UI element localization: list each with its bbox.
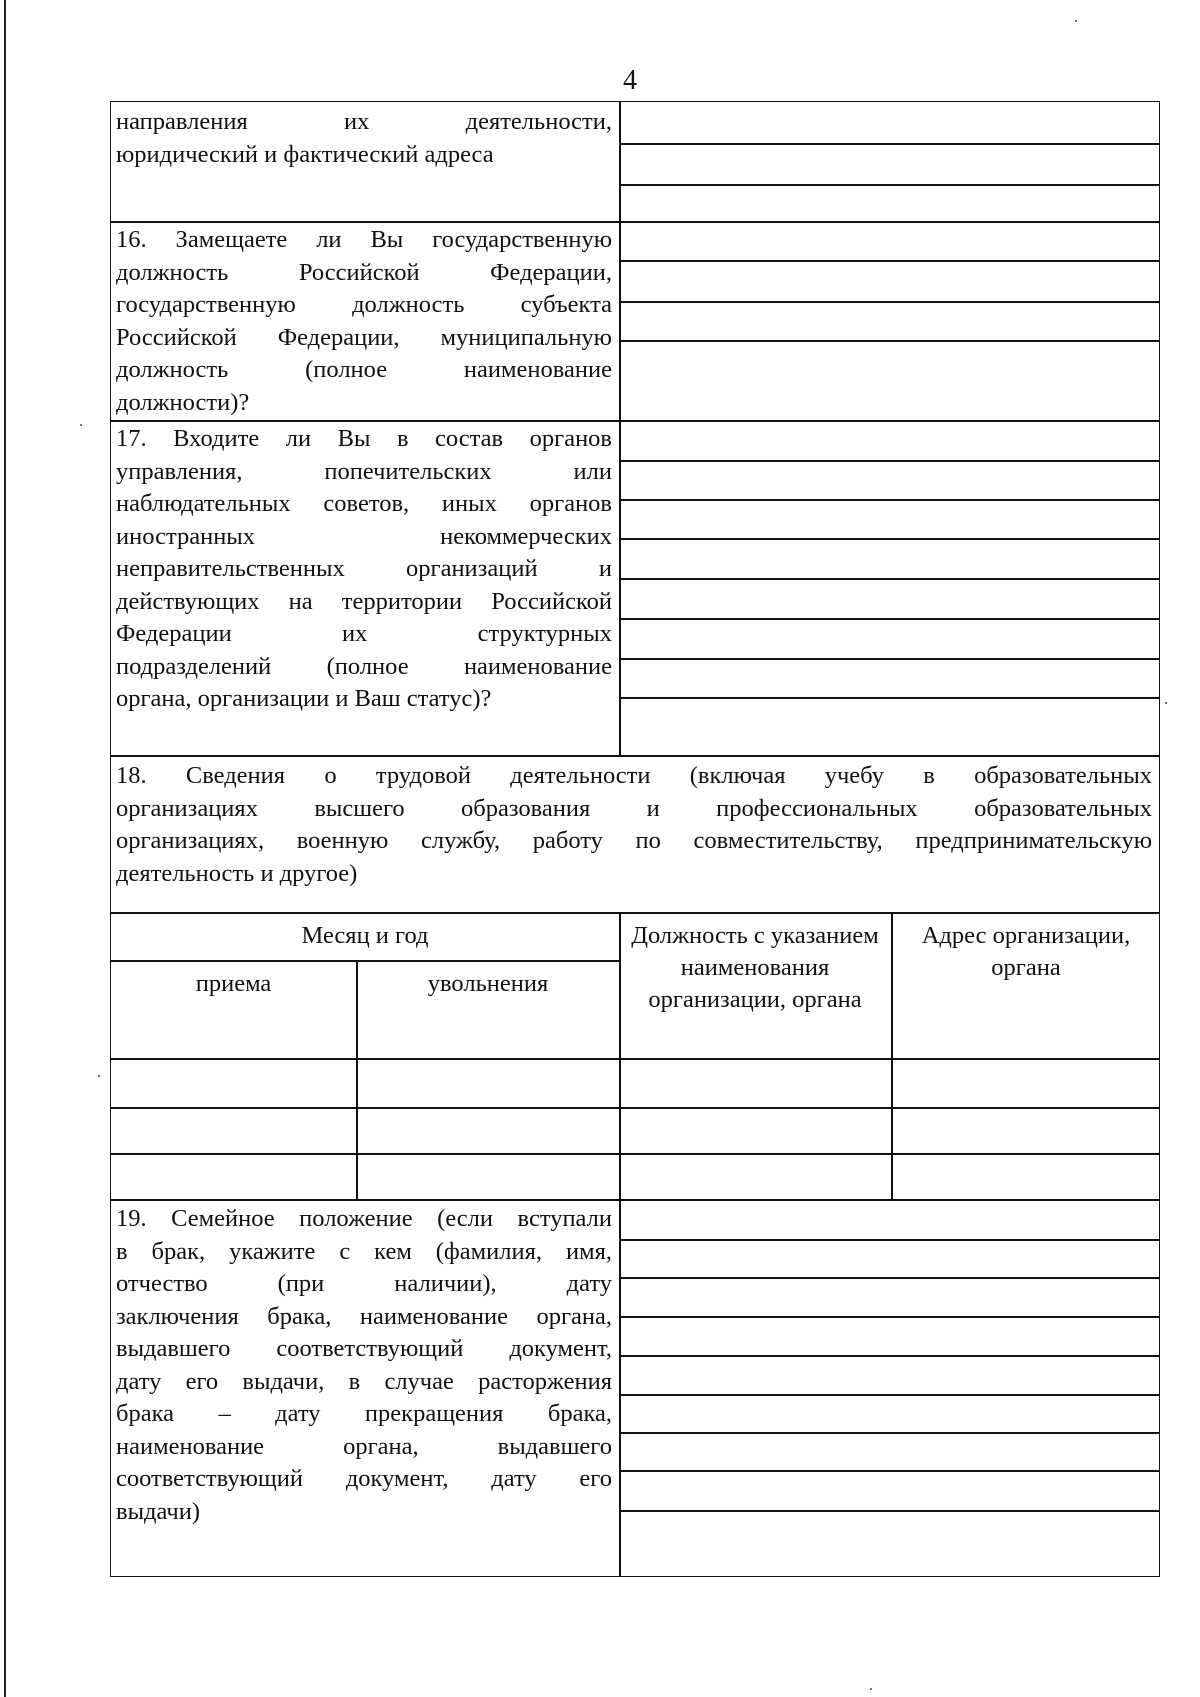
answer-line[interactable] <box>620 260 1159 262</box>
answer-line[interactable] <box>620 578 1159 580</box>
answer-line[interactable] <box>620 1355 1159 1357</box>
question-text-line: деятельность и другое) <box>116 859 358 887</box>
question-text-line: должность (полное наименование <box>116 356 612 383</box>
header-position: Должность с указанием наименования организации, органа <box>631 922 879 1013</box>
table-cell-hire[interactable] <box>113 1109 355 1152</box>
question-text-line: подразделений (полное наименование <box>116 652 612 680</box>
question-18 <box>116 760 1152 890</box>
question-text-line: органа, организации и Ваш статус)? <box>116 685 492 712</box>
scan-speck <box>870 1688 872 1690</box>
question-16 <box>116 224 612 419</box>
answer-line[interactable] <box>620 184 1159 186</box>
question-17 <box>116 423 612 716</box>
question-text-line: организациях высшего образования и профессиональных образовательных <box>116 794 1152 822</box>
answer-line[interactable] <box>620 460 1159 462</box>
questionnaire-table <box>110 101 1160 1577</box>
scan-speck <box>1075 20 1077 22</box>
question-text-line: брака – дату прекращения брака, <box>116 1400 612 1427</box>
question-15-continuation <box>116 106 612 171</box>
answer-line[interactable] <box>620 618 1159 620</box>
header-month-year: Месяц и год <box>301 922 429 949</box>
divider-q18-header <box>111 912 1159 914</box>
answer-line[interactable] <box>620 340 1159 342</box>
answer-line[interactable] <box>620 658 1159 660</box>
table-cell-address[interactable] <box>894 1060 1157 1105</box>
question-text-line: выдавшего соответствующий документ, <box>116 1335 612 1362</box>
question-text-line: заключения брака, наименование органа, <box>116 1302 612 1330</box>
question-text-line: 17. Входите ли Вы в состав органов <box>116 425 612 452</box>
question-text-line: 19. Семейное положение (если вступали <box>116 1205 612 1232</box>
question-text-line: должность Российской Федерации, <box>116 258 612 286</box>
question-text-line: организациях, военную службу, работу по совместительству, предпринимательскую <box>116 827 1152 854</box>
question-text-line: иностранных некоммерческих <box>116 522 612 550</box>
question-text-line: соответствующий документ, дату его <box>116 1465 612 1492</box>
question-text-line: наблюдательных советов, иных органов <box>116 490 612 517</box>
answer-line[interactable] <box>620 697 1159 699</box>
answer-line[interactable] <box>620 1277 1159 1279</box>
header-dismissal: увольнения <box>427 970 549 997</box>
table-cell-dismissal[interactable] <box>359 1060 618 1105</box>
table-cell-dismissal[interactable] <box>359 1155 618 1198</box>
question-text-line: должности)? <box>116 388 250 416</box>
table-cell-address[interactable] <box>894 1109 1157 1152</box>
question-text-line: отчество (при наличии), дату <box>116 1270 612 1297</box>
answer-line[interactable] <box>620 1510 1159 1512</box>
question-text-line: наименование органа, выдавшего <box>116 1432 612 1460</box>
table-cell-dismissal[interactable] <box>359 1109 618 1152</box>
divider-q18-table-q19 <box>111 1199 1159 1201</box>
table-cell-position[interactable] <box>622 1109 890 1152</box>
header-hire: приема <box>195 970 272 997</box>
scan-speck <box>80 424 82 426</box>
question-text-line: в брак, укажите с кем (фамилия, имя, <box>116 1237 612 1265</box>
answer-line[interactable] <box>620 1432 1159 1434</box>
table-cell-position[interactable] <box>622 1155 890 1198</box>
position-address-divider <box>891 912 893 1199</box>
divider-q15-q16 <box>111 221 1159 223</box>
header-address: Адрес организации, органа <box>921 922 1131 981</box>
month-year-underline <box>111 960 619 962</box>
answer-line[interactable] <box>620 499 1159 501</box>
answer-line[interactable] <box>620 1394 1159 1396</box>
answer-column-border-bottom <box>619 1199 621 1577</box>
table-cell-hire[interactable] <box>113 1155 355 1198</box>
question-text-line: 16. Замещаете ли Вы государственную <box>116 226 612 253</box>
scan-speck <box>1165 702 1167 704</box>
question-text-line: неправительственных организаций и <box>116 555 612 582</box>
question-text-line: юридический и фактический адреса <box>116 140 494 168</box>
answer-line[interactable] <box>620 301 1159 303</box>
question-text-line: государственную должность субъекта <box>116 291 612 318</box>
question-text-line: выдачи) <box>116 1497 200 1525</box>
divider-q17-q18 <box>111 755 1159 757</box>
question-text-line: управления, попечительских или <box>116 457 612 485</box>
divider-q16-q17 <box>111 420 1159 422</box>
question-19 <box>116 1203 612 1528</box>
question-text-line: дату его выдачи, в случае расторжения <box>116 1367 612 1395</box>
answer-column-border-table <box>619 912 621 1199</box>
question-text-line: действующих на территории Российской <box>116 587 612 615</box>
table-cell-address[interactable] <box>894 1155 1157 1198</box>
scan-edge-line <box>4 0 6 1697</box>
question-text-line: 18. Сведения о трудовой деятельности (включая учебу в образовательных <box>116 762 1152 789</box>
answer-line[interactable] <box>620 1239 1159 1241</box>
table-cell-hire[interactable] <box>113 1060 355 1105</box>
scan-speck <box>98 1075 100 1077</box>
page-number: 4 <box>623 65 637 96</box>
answer-line[interactable] <box>620 143 1159 145</box>
question-text-line: направления их деятельности, <box>116 108 612 135</box>
answer-line[interactable] <box>620 1470 1159 1472</box>
question-text-line: Российской Федерации, муниципальную <box>116 323 612 351</box>
answer-line[interactable] <box>620 1316 1159 1318</box>
table-cell-position[interactable] <box>622 1060 890 1105</box>
question-text-line: Федерации их структурных <box>116 620 612 647</box>
answer-line[interactable] <box>620 538 1159 540</box>
